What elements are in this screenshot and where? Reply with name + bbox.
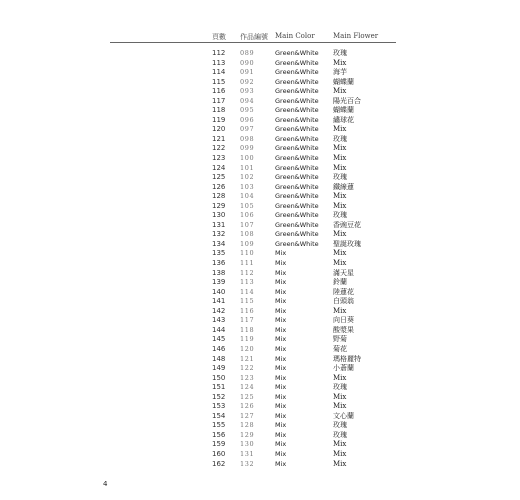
table-row xyxy=(0,97,520,107)
number-cell: 127 xyxy=(240,411,255,420)
table-row xyxy=(0,278,520,288)
number-cell: 109 xyxy=(240,239,255,248)
table-row xyxy=(0,240,520,250)
main-flower-cell: Mix xyxy=(333,373,347,382)
table-row xyxy=(0,144,520,154)
main-color-cell: Green&White xyxy=(275,220,319,229)
main-color-cell: Green&White xyxy=(275,154,319,163)
table-row xyxy=(0,125,520,135)
main-flower-cell: 文心蘭 xyxy=(333,411,354,420)
main-flower-cell: Mix xyxy=(333,459,347,468)
main-color-cell: Green&White xyxy=(275,211,319,220)
table-row xyxy=(0,59,520,69)
number-cell: 098 xyxy=(240,134,255,143)
table-row xyxy=(0,259,520,269)
main-flower-cell: Mix xyxy=(333,440,347,449)
main-flower-cell: 菊花 xyxy=(333,344,347,353)
main-flower-cell: 香豌豆花 xyxy=(333,220,361,229)
page-cell: 145 xyxy=(212,335,226,344)
main-flower-cell: 陸蓮花 xyxy=(333,287,354,296)
main-flower-cell: 野菊 xyxy=(333,335,347,344)
main-color-cell: Mix xyxy=(275,278,287,287)
page-cell: 155 xyxy=(212,421,226,430)
number-cell: 089 xyxy=(240,49,255,57)
main-flower-cell: 玫瑰 xyxy=(333,421,347,430)
number-cell: 131 xyxy=(240,449,255,458)
page-cell: 123 xyxy=(212,154,226,163)
main-flower-cell: 玫瑰 xyxy=(333,173,347,182)
main-flower-cell: Mix xyxy=(333,392,347,401)
main-color-cell: Green&White xyxy=(275,96,319,105)
number-cell: 119 xyxy=(240,335,255,344)
number-cell: 115 xyxy=(240,297,255,306)
number-cell: 113 xyxy=(240,278,255,287)
main-flower-cell: 玫瑰 xyxy=(333,211,347,220)
main-flower-cell: Mix xyxy=(333,163,347,172)
table-row xyxy=(0,116,520,126)
page-cell: 122 xyxy=(212,144,226,153)
header-divider xyxy=(110,42,396,43)
main-flower-cell: 小蒼蘭 xyxy=(333,364,354,373)
page-cell: 159 xyxy=(212,440,226,449)
number-cell: 121 xyxy=(240,354,255,363)
main-color-cell: Mix xyxy=(275,364,287,373)
page-cell: 143 xyxy=(212,316,226,325)
page-cell: 153 xyxy=(212,402,226,411)
main-flower-cell: Mix xyxy=(333,306,347,315)
main-color-cell: Green&White xyxy=(275,68,319,77)
table-row xyxy=(0,412,520,422)
table-row xyxy=(0,202,520,212)
number-cell: 095 xyxy=(240,106,255,115)
number-cell: 102 xyxy=(240,173,255,182)
page-cell: 160 xyxy=(212,449,226,458)
main-flower-cell: 玫瑰 xyxy=(333,49,347,57)
number-cell: 099 xyxy=(240,144,255,153)
main-color-cell: Mix xyxy=(275,383,287,392)
table-row xyxy=(0,345,520,355)
table-row xyxy=(0,183,520,193)
page-cell: 156 xyxy=(212,430,226,439)
main-color-cell: Mix xyxy=(275,354,287,363)
table-row xyxy=(0,297,520,307)
main-color-cell: Mix xyxy=(275,459,287,468)
main-color-cell: Mix xyxy=(275,335,287,344)
header-main-flower: Main Flower xyxy=(333,32,379,40)
table-row xyxy=(0,307,520,317)
table-row xyxy=(0,49,520,59)
main-color-cell: Green&White xyxy=(275,192,319,201)
main-color-cell: Green&White xyxy=(275,134,319,143)
number-cell: 106 xyxy=(240,211,255,220)
main-color-cell: Green&White xyxy=(275,49,319,57)
page-cell: 115 xyxy=(212,77,226,86)
main-color-cell: Green&White xyxy=(275,239,319,248)
table-row xyxy=(0,192,520,202)
page-cell: 121 xyxy=(212,134,226,143)
main-color-cell: Mix xyxy=(275,316,287,325)
table-body xyxy=(0,49,520,469)
number-cell: 123 xyxy=(240,373,255,382)
number-cell: 117 xyxy=(240,316,255,325)
main-flower-cell: Mix xyxy=(333,249,347,258)
main-flower-cell: 聖誕玫瑰 xyxy=(333,239,361,248)
table-row xyxy=(0,230,520,240)
header-page: 頁數 xyxy=(212,33,226,41)
table-row xyxy=(0,326,520,336)
table-row xyxy=(0,221,520,231)
number-cell: 105 xyxy=(240,201,255,210)
number-cell: 101 xyxy=(240,163,255,172)
page-cell: 141 xyxy=(212,297,226,306)
table-row xyxy=(0,355,520,365)
main-color-cell: Green&White xyxy=(275,87,319,96)
main-color-cell: Green&White xyxy=(275,115,319,124)
table-row xyxy=(0,402,520,412)
page-cell: 118 xyxy=(212,106,226,115)
table-row xyxy=(0,211,520,221)
main-flower-cell: 玫瑰 xyxy=(333,134,347,143)
page-cell: 152 xyxy=(212,392,226,401)
main-color-cell: Green&White xyxy=(275,144,319,153)
page-cell: 138 xyxy=(212,268,226,277)
main-flower-cell: 瑪格麗特 xyxy=(333,354,361,363)
page-cell: 129 xyxy=(212,201,226,210)
number-cell: 103 xyxy=(240,182,255,191)
page-cell: 142 xyxy=(212,306,226,315)
page-cell: 128 xyxy=(212,192,226,201)
page-cell: 149 xyxy=(212,364,226,373)
number-cell: 116 xyxy=(240,306,255,315)
page-cell: 139 xyxy=(212,278,226,287)
page-cell: 134 xyxy=(212,239,226,248)
table-row xyxy=(0,135,520,145)
number-cell: 096 xyxy=(240,115,255,124)
main-color-cell: Mix xyxy=(275,268,287,277)
main-flower-cell: 玫瑰 xyxy=(333,383,347,392)
main-color-cell: Green&White xyxy=(275,77,319,86)
main-flower-cell: 陽光百合 xyxy=(333,96,361,105)
page-cell: 151 xyxy=(212,383,226,392)
table-row xyxy=(0,68,520,78)
main-flower-cell: Mix xyxy=(333,144,347,153)
main-color-cell: Mix xyxy=(275,449,287,458)
main-color-cell: Mix xyxy=(275,421,287,430)
page-cell: 117 xyxy=(212,96,226,105)
main-flower-cell: 白頭翁 xyxy=(333,297,354,306)
table-row xyxy=(0,440,520,450)
page-cell: 136 xyxy=(212,259,226,268)
page-cell: 162 xyxy=(212,459,226,468)
number-cell: 091 xyxy=(240,68,255,77)
header-number: 作品編號 xyxy=(240,33,268,41)
main-color-cell: Green&White xyxy=(275,182,319,191)
main-flower-cell: 鐵線蓮 xyxy=(333,182,354,191)
table-row xyxy=(0,450,520,460)
page-cell: 150 xyxy=(212,373,226,382)
page-cell: 135 xyxy=(212,249,226,258)
main-flower-cell: 酸漿果 xyxy=(333,325,354,334)
table-row xyxy=(0,364,520,374)
main-color-cell: Mix xyxy=(275,392,287,401)
table-row xyxy=(0,154,520,164)
main-color-cell: Mix xyxy=(275,440,287,449)
main-color-cell: Mix xyxy=(275,287,287,296)
number-cell: 128 xyxy=(240,421,255,430)
main-color-cell: Green&White xyxy=(275,163,319,172)
main-color-cell: Green&White xyxy=(275,173,319,182)
page-cell: 140 xyxy=(212,287,226,296)
number-cell: 100 xyxy=(240,154,255,163)
main-flower-cell: Mix xyxy=(333,402,347,411)
page-cell: 126 xyxy=(212,182,226,191)
table-row xyxy=(0,374,520,384)
main-flower-cell: Mix xyxy=(333,192,347,201)
table-row xyxy=(0,460,520,470)
number-cell: 118 xyxy=(240,325,255,334)
main-flower-cell: Mix xyxy=(333,230,347,239)
main-flower-cell: Mix xyxy=(333,58,347,67)
main-color-cell: Mix xyxy=(275,306,287,315)
table-row xyxy=(0,431,520,441)
number-cell: 093 xyxy=(240,87,255,96)
number-cell: 130 xyxy=(240,440,255,449)
main-color-cell: Mix xyxy=(275,344,287,353)
page-cell: 112 xyxy=(212,49,226,57)
main-color-cell: Mix xyxy=(275,373,287,382)
main-flower-cell: Mix xyxy=(333,125,347,134)
table-row xyxy=(0,421,520,431)
table-row xyxy=(0,78,520,88)
page-cell: 119 xyxy=(212,115,226,124)
main-flower-cell: 鈴蘭 xyxy=(333,278,347,287)
table-row xyxy=(0,269,520,279)
table-row xyxy=(0,393,520,403)
page-number: 4 xyxy=(103,480,108,488)
number-cell: 112 xyxy=(240,268,255,277)
page-cell: 148 xyxy=(212,354,226,363)
page-cell: 120 xyxy=(212,125,226,134)
number-cell: 126 xyxy=(240,402,255,411)
header-main-color: Main Color xyxy=(275,32,315,40)
page-cell: 116 xyxy=(212,87,226,96)
main-color-cell: Green&White xyxy=(275,201,319,210)
number-cell: 122 xyxy=(240,364,255,373)
page-cell: 113 xyxy=(212,58,226,67)
number-cell: 114 xyxy=(240,287,255,296)
table-row xyxy=(0,335,520,345)
table-row xyxy=(0,316,520,326)
main-color-cell: Green&White xyxy=(275,58,319,67)
table-row xyxy=(0,173,520,183)
main-color-cell: Mix xyxy=(275,259,287,268)
number-cell: 092 xyxy=(240,77,255,86)
number-cell: 124 xyxy=(240,383,255,392)
number-cell: 129 xyxy=(240,430,255,439)
table-header xyxy=(0,32,520,46)
main-flower-cell: 玫瑰 xyxy=(333,430,347,439)
main-flower-cell: Mix xyxy=(333,259,347,268)
main-color-cell: Mix xyxy=(275,249,287,258)
number-cell: 107 xyxy=(240,220,255,229)
number-cell: 120 xyxy=(240,344,255,353)
page-cell: 125 xyxy=(212,173,226,182)
main-color-cell: Mix xyxy=(275,430,287,439)
main-color-cell: Mix xyxy=(275,411,287,420)
main-flower-cell: 蝴蝶蘭 xyxy=(333,77,354,86)
main-flower-cell: Mix xyxy=(333,201,347,210)
page-cell: 114 xyxy=(212,68,226,77)
main-flower-cell: 向日葵 xyxy=(333,316,354,325)
number-cell: 104 xyxy=(240,192,255,201)
main-flower-cell: Mix xyxy=(333,87,347,96)
table-row xyxy=(0,383,520,393)
main-flower-cell: 繡球花 xyxy=(333,115,354,124)
number-cell: 125 xyxy=(240,392,255,401)
main-flower-cell: 滿天星 xyxy=(333,268,354,277)
main-color-cell: Green&White xyxy=(275,230,319,239)
number-cell: 090 xyxy=(240,58,255,67)
page-cell: 144 xyxy=(212,325,226,334)
table-row xyxy=(0,164,520,174)
number-cell: 132 xyxy=(240,459,255,468)
main-flower-cell: Mix xyxy=(333,154,347,163)
main-flower-cell: 海芋 xyxy=(333,68,347,77)
table-row xyxy=(0,106,520,116)
page-cell: 124 xyxy=(212,163,226,172)
main-color-cell: Mix xyxy=(275,325,287,334)
page-cell: 130 xyxy=(212,211,226,220)
main-color-cell: Mix xyxy=(275,297,287,306)
table-row xyxy=(0,87,520,97)
page-cell: 132 xyxy=(212,230,226,239)
number-cell: 108 xyxy=(240,230,255,239)
main-flower-cell: Mix xyxy=(333,449,347,458)
table-row xyxy=(0,288,520,298)
table-row xyxy=(0,249,520,259)
main-color-cell: Green&White xyxy=(275,125,319,134)
number-cell: 094 xyxy=(240,96,255,105)
number-cell: 097 xyxy=(240,125,255,134)
main-color-cell: Mix xyxy=(275,402,287,411)
page-cell: 154 xyxy=(212,411,226,420)
page-cell: 131 xyxy=(212,220,226,229)
main-flower-cell: 蝴蝶蘭 xyxy=(333,106,354,115)
number-cell: 111 xyxy=(240,259,255,268)
main-color-cell: Green&White xyxy=(275,106,319,115)
page-cell: 146 xyxy=(212,344,226,353)
number-cell: 110 xyxy=(240,249,255,258)
